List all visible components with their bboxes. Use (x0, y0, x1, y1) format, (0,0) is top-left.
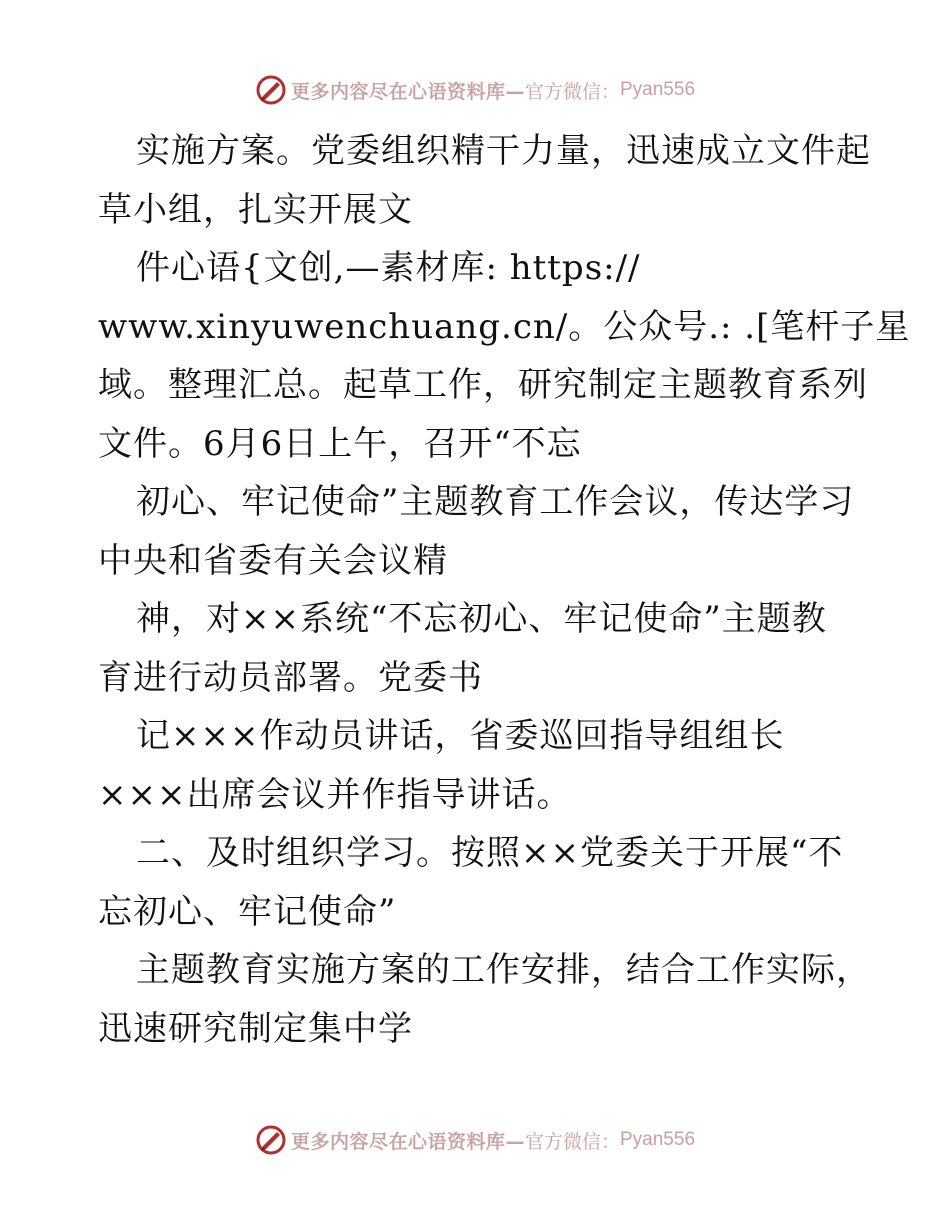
banner-wechat-id: Pyan556 (620, 1129, 696, 1150)
text-line: 实施方案。党委组织精干力量，迅速成立文件起 (136, 131, 871, 171)
banner-brand-text: 更多内容尽在心语资料库— (290, 80, 525, 103)
banner-wechat-label: 官方微信： (524, 80, 620, 103)
text-line: 迅速研究制定集中学 (98, 1008, 413, 1049)
text-line: 文件。6月6日上午，召开“不忘 (98, 423, 582, 464)
text-line: 神，对××系统“不忘初心、牢记使命”主题教 (136, 599, 827, 639)
text-line: 记×××作动员讲话，省委巡回指导组组长 (136, 716, 785, 756)
document-body (98, 122, 911, 1058)
text-line: ×××出席会议并作指导讲话。 (98, 774, 572, 815)
text-line: 二、及时组织学习。按照××党委关于开展“不 (136, 833, 844, 873)
text-line: 域。整理汇总。起草工作，研究制定主题教育系列 (98, 365, 868, 405)
text-line: 忘初心、牢记使命” (98, 891, 397, 932)
text-line: 件心语{文创,—素材库: https:// (136, 248, 641, 288)
banner-wechat-id: Pyan556 (620, 79, 696, 100)
banner-wechat-label: 官方微信： (524, 1130, 620, 1153)
text-line: 初心、牢记使命”主题教育工作会议，传达学习 (136, 482, 855, 522)
header-banner (0, 70, 950, 110)
banner-brand-text: 更多内容尽在心语资料库— (290, 1130, 525, 1153)
text-line: 草小组，扎实开展文 (98, 189, 413, 230)
text-line: www.xinyuwenchuang.cn/。公众号.: .[笔杆子星 (98, 306, 911, 347)
text-line: 主题教育实施方案的工作安排，结合工作实际， (136, 950, 871, 990)
text-line: 中央和省委有关会议精 (98, 540, 448, 581)
brand-logo-icon (255, 74, 287, 106)
footer-banner (0, 1120, 950, 1160)
brand-logo-icon (255, 1124, 287, 1156)
text-line: 育进行动员部署。党委书 (98, 657, 483, 698)
